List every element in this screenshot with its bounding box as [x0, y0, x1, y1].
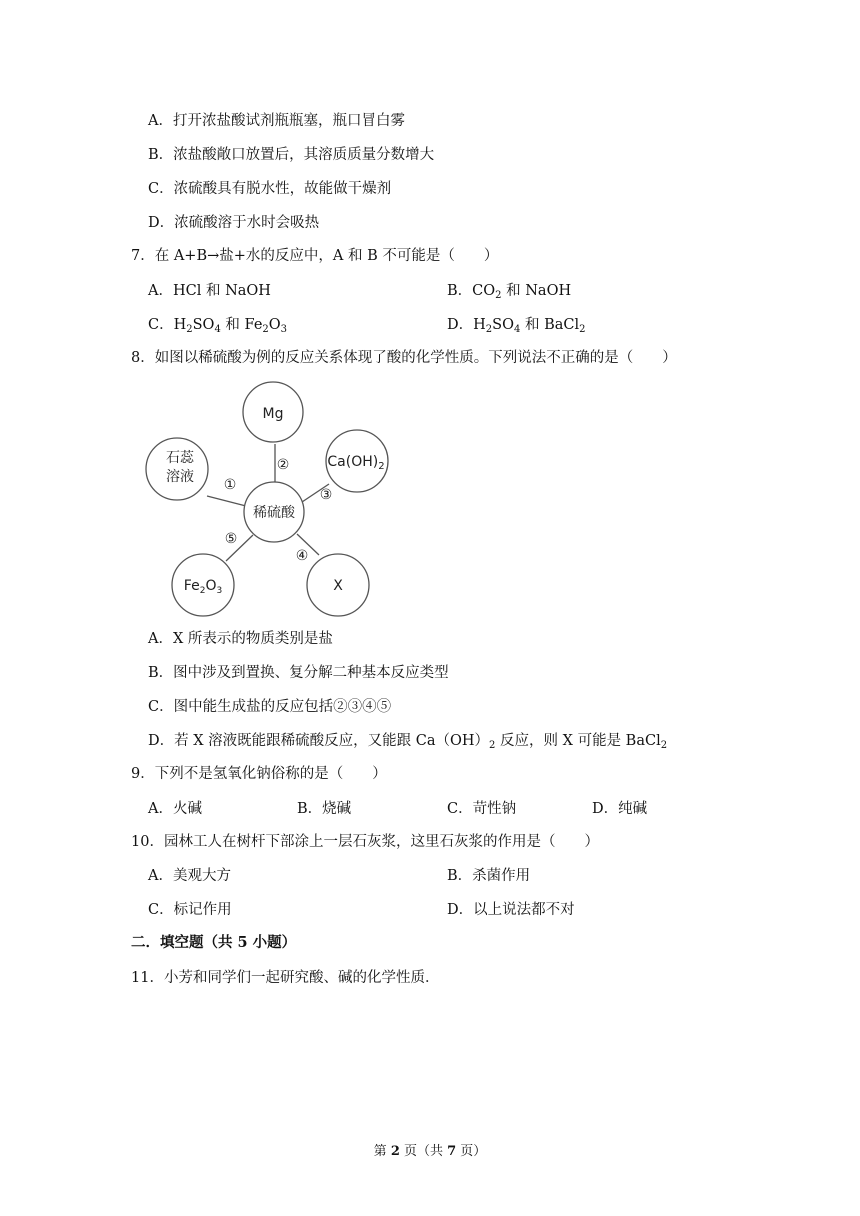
q9-option-b: B．烧碱 [297, 801, 352, 817]
q9-stem: 9．下列不是氢氧化钠俗称的是（ ） [131, 766, 387, 782]
q6-option-c: C．浓硫酸具有脱水性，故能做干燥剂 [148, 181, 392, 197]
q10-option-c: C．标记作用 [148, 902, 232, 918]
litmus-label-1: 石蕊 [166, 450, 194, 466]
q10-option-d: D．以上说法都不对 [447, 902, 575, 918]
fe2o3-label: $Fe_2O_3$ [183, 578, 223, 596]
q6-option-b: B．浓盐酸敞口放置后，其溶质质量分数增大 [148, 147, 435, 163]
q6-option-d: D．浓硫酸溶于水时会吸热 [148, 215, 320, 231]
reaction-number-2: ② [276, 457, 290, 473]
section-heading: 二．填空题（共 5 小题） [131, 934, 297, 951]
q8-stem: 8．如图以稀硫酸为例的反应关系体现了酸的化学性质。下列说法不正确的是（ ） [131, 350, 677, 366]
reaction-diagram [140, 378, 400, 622]
mg-label: Mg [262, 406, 284, 422]
q8-option-d: D．若 X 溶液既能跟稀硫酸反应，又能跟 $Ca(OH)_2$ 反应，则 X 可能是 BaCl$_2$ [148, 733, 668, 751]
q11-stem: 11．小芳和同学们一起研究酸、碱的化学性质． [131, 970, 440, 986]
reaction-number-4: ④ [295, 548, 309, 564]
q7-option-d: D．$H_2SO_4$ 和 BaCl$_2$ [447, 317, 586, 335]
q10-option-b: B．杀菌作用 [447, 868, 531, 884]
current-page-number: 2 [390, 1144, 400, 1159]
total-page-number: 7 [447, 1144, 457, 1159]
fe2o3-circle [172, 554, 234, 616]
caoh-label: $Ca(OH)_2$ [327, 454, 385, 472]
q7-option-c: C．$H_2SO_4$ 和 $Fe_2O_3$ [148, 317, 288, 335]
page-footer: 第 2 页（共 7 页） [373, 1144, 487, 1159]
q7-stem: 7．在 A+B→盐+水的反应中，A 和 B 不可能是（ ） [131, 248, 499, 264]
q9-option-c: C．苛性钠 [447, 801, 517, 817]
q8-option-c: C．图中能生成盐的反应包括②③④⑤ [148, 699, 392, 715]
q10-option-a: A．美观大方 [148, 868, 231, 884]
reaction-number-1: ① [223, 477, 237, 493]
litmus-label-2: 溶液 [166, 469, 194, 485]
sulfuric-acid-label: 稀硫酸 [253, 505, 295, 521]
q9-option-d: D．纯碱 [592, 801, 648, 817]
reaction-number-5: ⑤ [224, 531, 238, 547]
q9-option-a: A．火碱 [148, 801, 202, 817]
q8-option-a: A．X 所表示的物质类别是盐 [148, 631, 333, 647]
reaction-number-3: ③ [319, 487, 333, 503]
q6-option-a: A．打开浓盐酸试剂瓶瓶塞，瓶口冒白雾 [148, 113, 405, 129]
q8-option-b: B．图中涉及到置换、复分解二种基本反应类型 [148, 665, 449, 681]
q7-option-b: B．$CO_2$ 和 NaOH [447, 283, 572, 301]
q7-option-a: A．HCl 和 NaOH [148, 283, 271, 299]
x-label: X [333, 578, 343, 594]
q10-stem: 10．园林工人在树杆下部涂上一层石灰浆，这里石灰浆的作用是（ ） [131, 834, 599, 850]
